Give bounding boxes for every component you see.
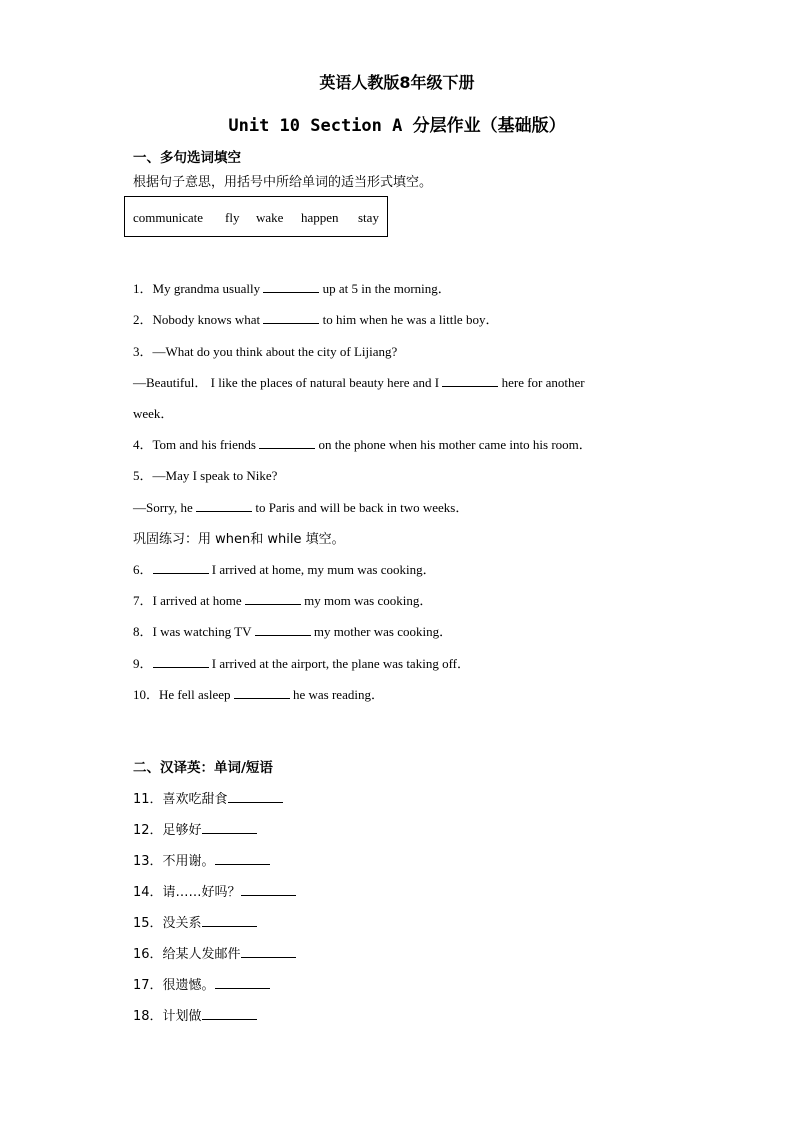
question-6: 6． I arrived at home, my mum was cooking． xyxy=(133,562,436,577)
answer-blank[interactable] xyxy=(228,790,283,803)
answer-blank[interactable] xyxy=(245,592,301,605)
question-14: 14．请……好吗？ xyxy=(133,881,296,900)
document-title: 英语人教版8年级下册 xyxy=(319,73,475,92)
word-bank-item: fly xyxy=(225,210,240,225)
question-13: 13．不用谢。 xyxy=(133,850,270,869)
answer-blank[interactable] xyxy=(153,561,209,574)
word-bank-box xyxy=(124,196,388,237)
question-7: 7．I arrived at home my mom was cooking． xyxy=(133,593,433,608)
question-3-continuation: week． xyxy=(133,406,174,421)
word-bank-item: communicate xyxy=(133,210,204,225)
answer-blank[interactable] xyxy=(153,655,209,668)
question-18: 18．计划做 xyxy=(133,1005,257,1024)
question-2: 2．Nobody knows what to him when he was a little boy． xyxy=(133,312,499,327)
question-10: 10．He fell asleep he was reading． xyxy=(133,687,384,702)
question-15: 15．没关系 xyxy=(133,912,257,931)
answer-blank[interactable] xyxy=(255,623,311,636)
practice-label: 巩固练习：用 when和 while 填空。 xyxy=(133,532,345,547)
question-12: 12．足够好 xyxy=(133,819,257,838)
answer-blank[interactable] xyxy=(215,976,270,989)
question-17: 17．很遗憾。 xyxy=(133,974,270,993)
answer-blank[interactable] xyxy=(259,436,315,449)
answer-blank[interactable] xyxy=(215,852,270,865)
question-1: 1．My grandma usually up at 5 in the morning． xyxy=(133,281,451,296)
answer-blank[interactable] xyxy=(234,686,290,699)
question-3: 3．—What do you think about the city of Lijiang? xyxy=(133,344,398,359)
word-bank-item: happen xyxy=(301,210,339,225)
question-8: 8．I was watching TV my mother was cooking． xyxy=(133,624,453,639)
word-bank-item: wake xyxy=(256,210,284,225)
question-5-answer-line: —Sorry, he to Paris and will be back in two weeks． xyxy=(133,500,469,515)
answer-blank[interactable] xyxy=(241,883,296,896)
answer-blank[interactable] xyxy=(202,1007,257,1020)
question-3-answer-line: —Beautiful． I like the places of natural beauty here and I here for another xyxy=(133,375,585,390)
question-11: 11．喜欢吃甜食 xyxy=(133,788,283,807)
section1-instruction: 根据句子意思，用括号中所给单词的适当形式填空。 xyxy=(133,175,433,190)
document-subtitle: Unit 10 Section A 分层作业（基础版） xyxy=(228,116,566,136)
answer-blank[interactable] xyxy=(263,311,319,324)
answer-blank[interactable] xyxy=(196,499,252,512)
answer-blank[interactable] xyxy=(241,945,296,958)
question-4: 4．Tom and his friends on the phone when his mother came into his room． xyxy=(133,437,592,452)
section2-heading: 二、汉译英：单词/短语 xyxy=(133,760,273,776)
answer-blank[interactable] xyxy=(202,821,257,834)
section1-heading: 一、多句选词填空 xyxy=(133,150,241,166)
word-bank-item: stay xyxy=(358,210,379,225)
question-5: 5．—May I speak to Nike? xyxy=(133,468,278,483)
answer-blank[interactable] xyxy=(263,280,319,293)
answer-blank[interactable] xyxy=(202,914,257,927)
question-16: 16．给某人发邮件 xyxy=(133,943,296,962)
question-9: 9． I arrived at the airport, the plane was taking off． xyxy=(133,656,470,671)
answer-blank[interactable] xyxy=(442,374,498,387)
